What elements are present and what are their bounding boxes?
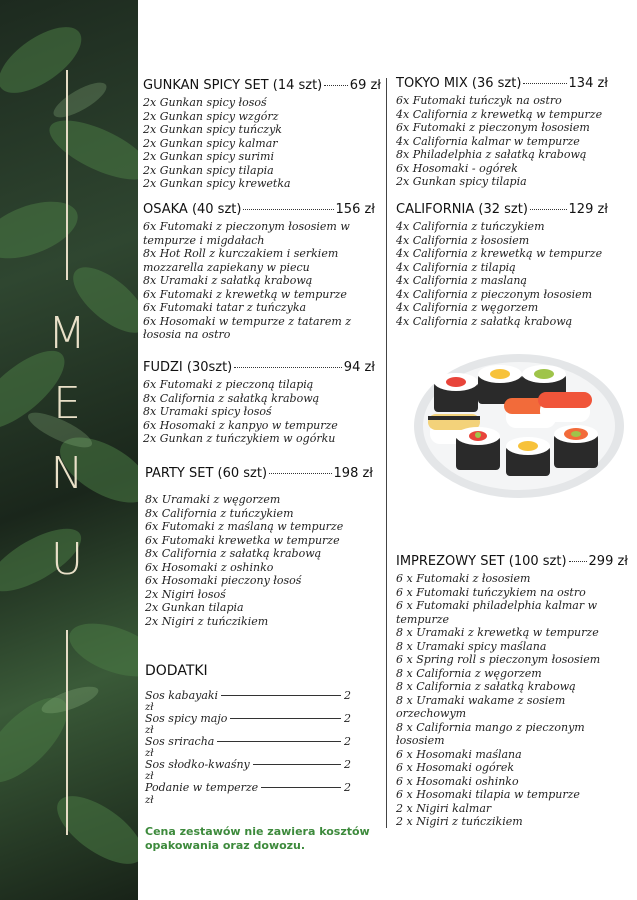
list-item: 4x California z pieczonym łososiem	[396, 287, 593, 301]
list-item: 6x Futomaki tuńczyk na ostro	[396, 94, 562, 107]
leader-dots	[243, 208, 333, 210]
dodatki-price: 2	[344, 712, 351, 725]
dodatki-name: Podanie w temperze	[145, 781, 259, 794]
set-items	[143, 96, 381, 191]
list-item: 6 x Hosomaki ogórek	[396, 761, 515, 774]
list-item: 6x Hosomaki pieczony łosoś	[145, 574, 302, 587]
list-item: 4x California z krewetką w tempurze	[396, 107, 603, 121]
list-item: 2x Gunkan z tuńczykiem w ogórku	[143, 432, 336, 445]
dodatki-unit: zł	[145, 748, 154, 759]
list-item: 2x Gunkan spicy łosoś	[143, 96, 267, 109]
sushi-plate-illustration	[410, 348, 628, 498]
leader-line	[253, 764, 341, 765]
list-item: 4x California z tilapią	[396, 260, 516, 274]
dodatki-row	[145, 781, 351, 795]
leader-line	[261, 787, 341, 788]
set-title: OSAKA (40 szt)	[143, 202, 242, 217]
leader-dots	[569, 560, 587, 562]
dodatki-row	[145, 735, 351, 749]
dodatki-price: 2	[344, 689, 351, 702]
leader-dots	[234, 366, 342, 368]
list-item: 6 x Spring roll s pieczonym łososiem	[396, 653, 601, 666]
leader-dots	[530, 208, 567, 210]
leader-dots	[523, 82, 566, 84]
column-divider	[386, 78, 387, 828]
osaka-set	[143, 202, 375, 342]
menu-letter-e: E	[53, 378, 81, 429]
set-price: 134 zł	[568, 76, 608, 91]
list-item: 6x Hosomaki - ogórek	[396, 161, 518, 175]
list-item: 2x Gunkan spicy krewetka	[143, 177, 291, 190]
dodatki-unit: zł	[145, 795, 154, 806]
dodatki-price: 2	[344, 735, 351, 748]
menu-letter-n: N	[50, 448, 84, 499]
list-item: 8 x Uramaki spicy maślana	[396, 639, 547, 653]
list-item: 6x Futomaki z krewetką w tempurze	[143, 287, 347, 301]
set-title: GUNKAN SPICY SET (14 szt)	[143, 78, 323, 93]
price-note: Cena zestawów nie zawiera kosztów opakowania oraz dowozu.	[145, 825, 370, 852]
party-set	[145, 466, 373, 628]
dodatki-unit: zł	[145, 725, 154, 736]
dodatki-row	[145, 712, 351, 726]
list-item: 8 x California mango z pieczonym łososiem	[396, 720, 585, 747]
imprezowy-set	[396, 554, 628, 829]
set-title: CALIFORNIA (32 szt)	[396, 202, 528, 217]
set-title: TOKYO MIX (36 szt)	[396, 76, 522, 91]
leader-line	[221, 695, 341, 696]
list-item: 4x California z krewetką w tempurze	[396, 247, 603, 260]
list-item: 6 x Futomaki philadelphia kalmar w tempurze	[396, 599, 598, 626]
list-item: 4x California z węgorzem	[396, 301, 539, 314]
dodatki-row	[145, 689, 351, 703]
dodatki-price: 2	[344, 781, 351, 794]
set-title-row	[143, 360, 375, 375]
dodatki-name: Sos spicy majo	[145, 712, 228, 725]
list-item: 8 x Uramaki wakame z sosiem orzechowym	[396, 693, 566, 720]
set-title-row	[143, 78, 381, 93]
list-item: 2x Gunkan spicy tilapia	[396, 175, 527, 188]
set-price: 94 zł	[343, 360, 375, 375]
list-item: 2 x Nigiri kalmar	[396, 801, 492, 815]
list-item: 8x Uramaki z węgorzem	[145, 493, 281, 506]
list-item: 6x Futomaki z pieczoną tilapią	[143, 378, 314, 391]
list-item: 6 x Hosomaki oshinko	[396, 774, 519, 788]
list-item: 6 x Hosomaki maślana	[396, 747, 522, 761]
leader-dots	[269, 472, 331, 474]
list-item: 4x California kalmar w tempurze	[396, 134, 580, 148]
dodatki-row	[145, 758, 351, 772]
list-item: 4x California z sałatką krabową	[396, 314, 573, 328]
list-item: 6x Futomaki z pieczonym łososiem	[396, 121, 590, 134]
list-item: 2x Gunkan spicy tuńczyk	[143, 123, 282, 136]
dodatki-unit: zł	[145, 771, 154, 782]
set-title: FUDZI (30szt)	[143, 360, 233, 375]
leader-dots	[324, 84, 348, 86]
list-item: 6 x Futomaki tuńczykiem na ostro	[396, 585, 586, 599]
list-item: 8 x California z węgorzem	[396, 666, 542, 680]
set-price: 198 zł	[333, 466, 373, 481]
list-item: 2x Gunkan spicy surimi	[143, 150, 274, 163]
leader-line	[217, 741, 341, 742]
dodatki-name: Sos sriracha	[145, 735, 215, 748]
menu-letter-u: U	[50, 534, 84, 585]
set-items	[396, 94, 608, 189]
leaf-background-panel	[0, 0, 138, 900]
leader-line	[230, 718, 341, 719]
set-title-row	[145, 466, 373, 481]
list-item: 8x California z sałatką krabową	[143, 391, 320, 405]
list-item: 4x California z tuńczykiem	[396, 220, 545, 233]
list-item: 8 x Uramaki z krewetką w tempurze	[396, 626, 599, 639]
list-item: 8x Uramaki spicy łosoś	[143, 405, 272, 418]
list-item: 6x Futomaki tatar z tuńczyka	[143, 301, 307, 314]
set-title-row	[396, 554, 628, 569]
set-price: 129 zł	[568, 202, 608, 217]
dodatki-unit: zł	[145, 702, 154, 713]
list-item: 8x California z sałatką krabową	[145, 547, 322, 560]
list-item: 2 x Nigiri z tuńczikiem	[396, 815, 523, 828]
list-item: 6x Futomaki z pieczonym łososiem w tempurze i migdałach	[143, 220, 350, 247]
set-items	[145, 493, 373, 628]
dodatki-name: Sos kabayaki	[145, 689, 219, 702]
dodatki-title: DODATKI	[145, 663, 208, 679]
dodatki-section	[145, 663, 370, 853]
list-item: 4x California z łososiem	[396, 233, 530, 247]
list-item: 8x Uramaki z sałatką krabową	[143, 274, 313, 287]
california-set	[396, 202, 608, 328]
list-item: 8x Philadelphia z sałatką krabową	[396, 148, 587, 161]
set-title-row	[143, 202, 375, 217]
list-item: 6x Hosomaki w tempurze z tatarem z łososia na ostro	[143, 314, 352, 341]
gunkan-spicy-set	[143, 78, 381, 191]
set-items	[143, 378, 375, 446]
list-item: 6x Hosomaki z kanpyo w tempurze	[143, 418, 338, 432]
set-items	[143, 220, 375, 342]
dodatki-name: Sos słodko-kwaśny	[145, 758, 250, 771]
list-item: 8 x California z sałatką krabową	[396, 680, 576, 693]
list-item: 8x Hot Roll z kurczakiem i serkiem mozzarella zapiekany w piecu	[143, 247, 339, 274]
list-item: 6 x Futomaki z łososiem	[396, 572, 531, 585]
menu-line-top	[66, 70, 68, 280]
set-price: 156 zł	[335, 202, 375, 217]
list-item: 2x Gunkan spicy wzgórz	[143, 109, 279, 123]
set-title: IMPREZOWY SET (100 szt)	[396, 554, 567, 569]
list-item: 2x Nigiri łosoś	[145, 587, 226, 601]
tokyo-mix-set	[396, 76, 608, 189]
dodatki-price: 2	[344, 758, 351, 771]
set-items	[396, 220, 608, 328]
set-title: PARTY SET (60 szt)	[145, 466, 268, 481]
set-items	[396, 572, 611, 829]
set-title-row	[396, 202, 608, 217]
list-item: 6x Hosomaki z oshinko	[145, 560, 274, 574]
set-title-row	[396, 76, 608, 91]
list-item: 2x Gunkan spicy kalmar	[143, 136, 278, 150]
list-item: 6x Futomaki krewetka w tempurze	[145, 533, 340, 547]
list-item: 8x California z tuńczykiem	[145, 506, 294, 520]
set-price: 299 zł	[588, 554, 628, 569]
menu-line-bottom	[66, 630, 68, 835]
list-item: 6x Futomaki z maślaną w tempurze	[145, 520, 344, 533]
menu-letter-m: M	[48, 308, 86, 359]
list-item: 2x Gunkan spicy tilapia	[143, 163, 274, 177]
set-price: 69 zł	[349, 78, 381, 93]
list-item: 2x Nigiri z tuńczikiem	[145, 614, 269, 628]
list-item: 2x Gunkan tilapia	[145, 601, 244, 614]
list-item: 4x California z maslaną	[396, 274, 527, 287]
fudzi-set	[143, 360, 375, 446]
list-item: 6 x Hosomaki tilapia w tempurze	[396, 788, 580, 801]
